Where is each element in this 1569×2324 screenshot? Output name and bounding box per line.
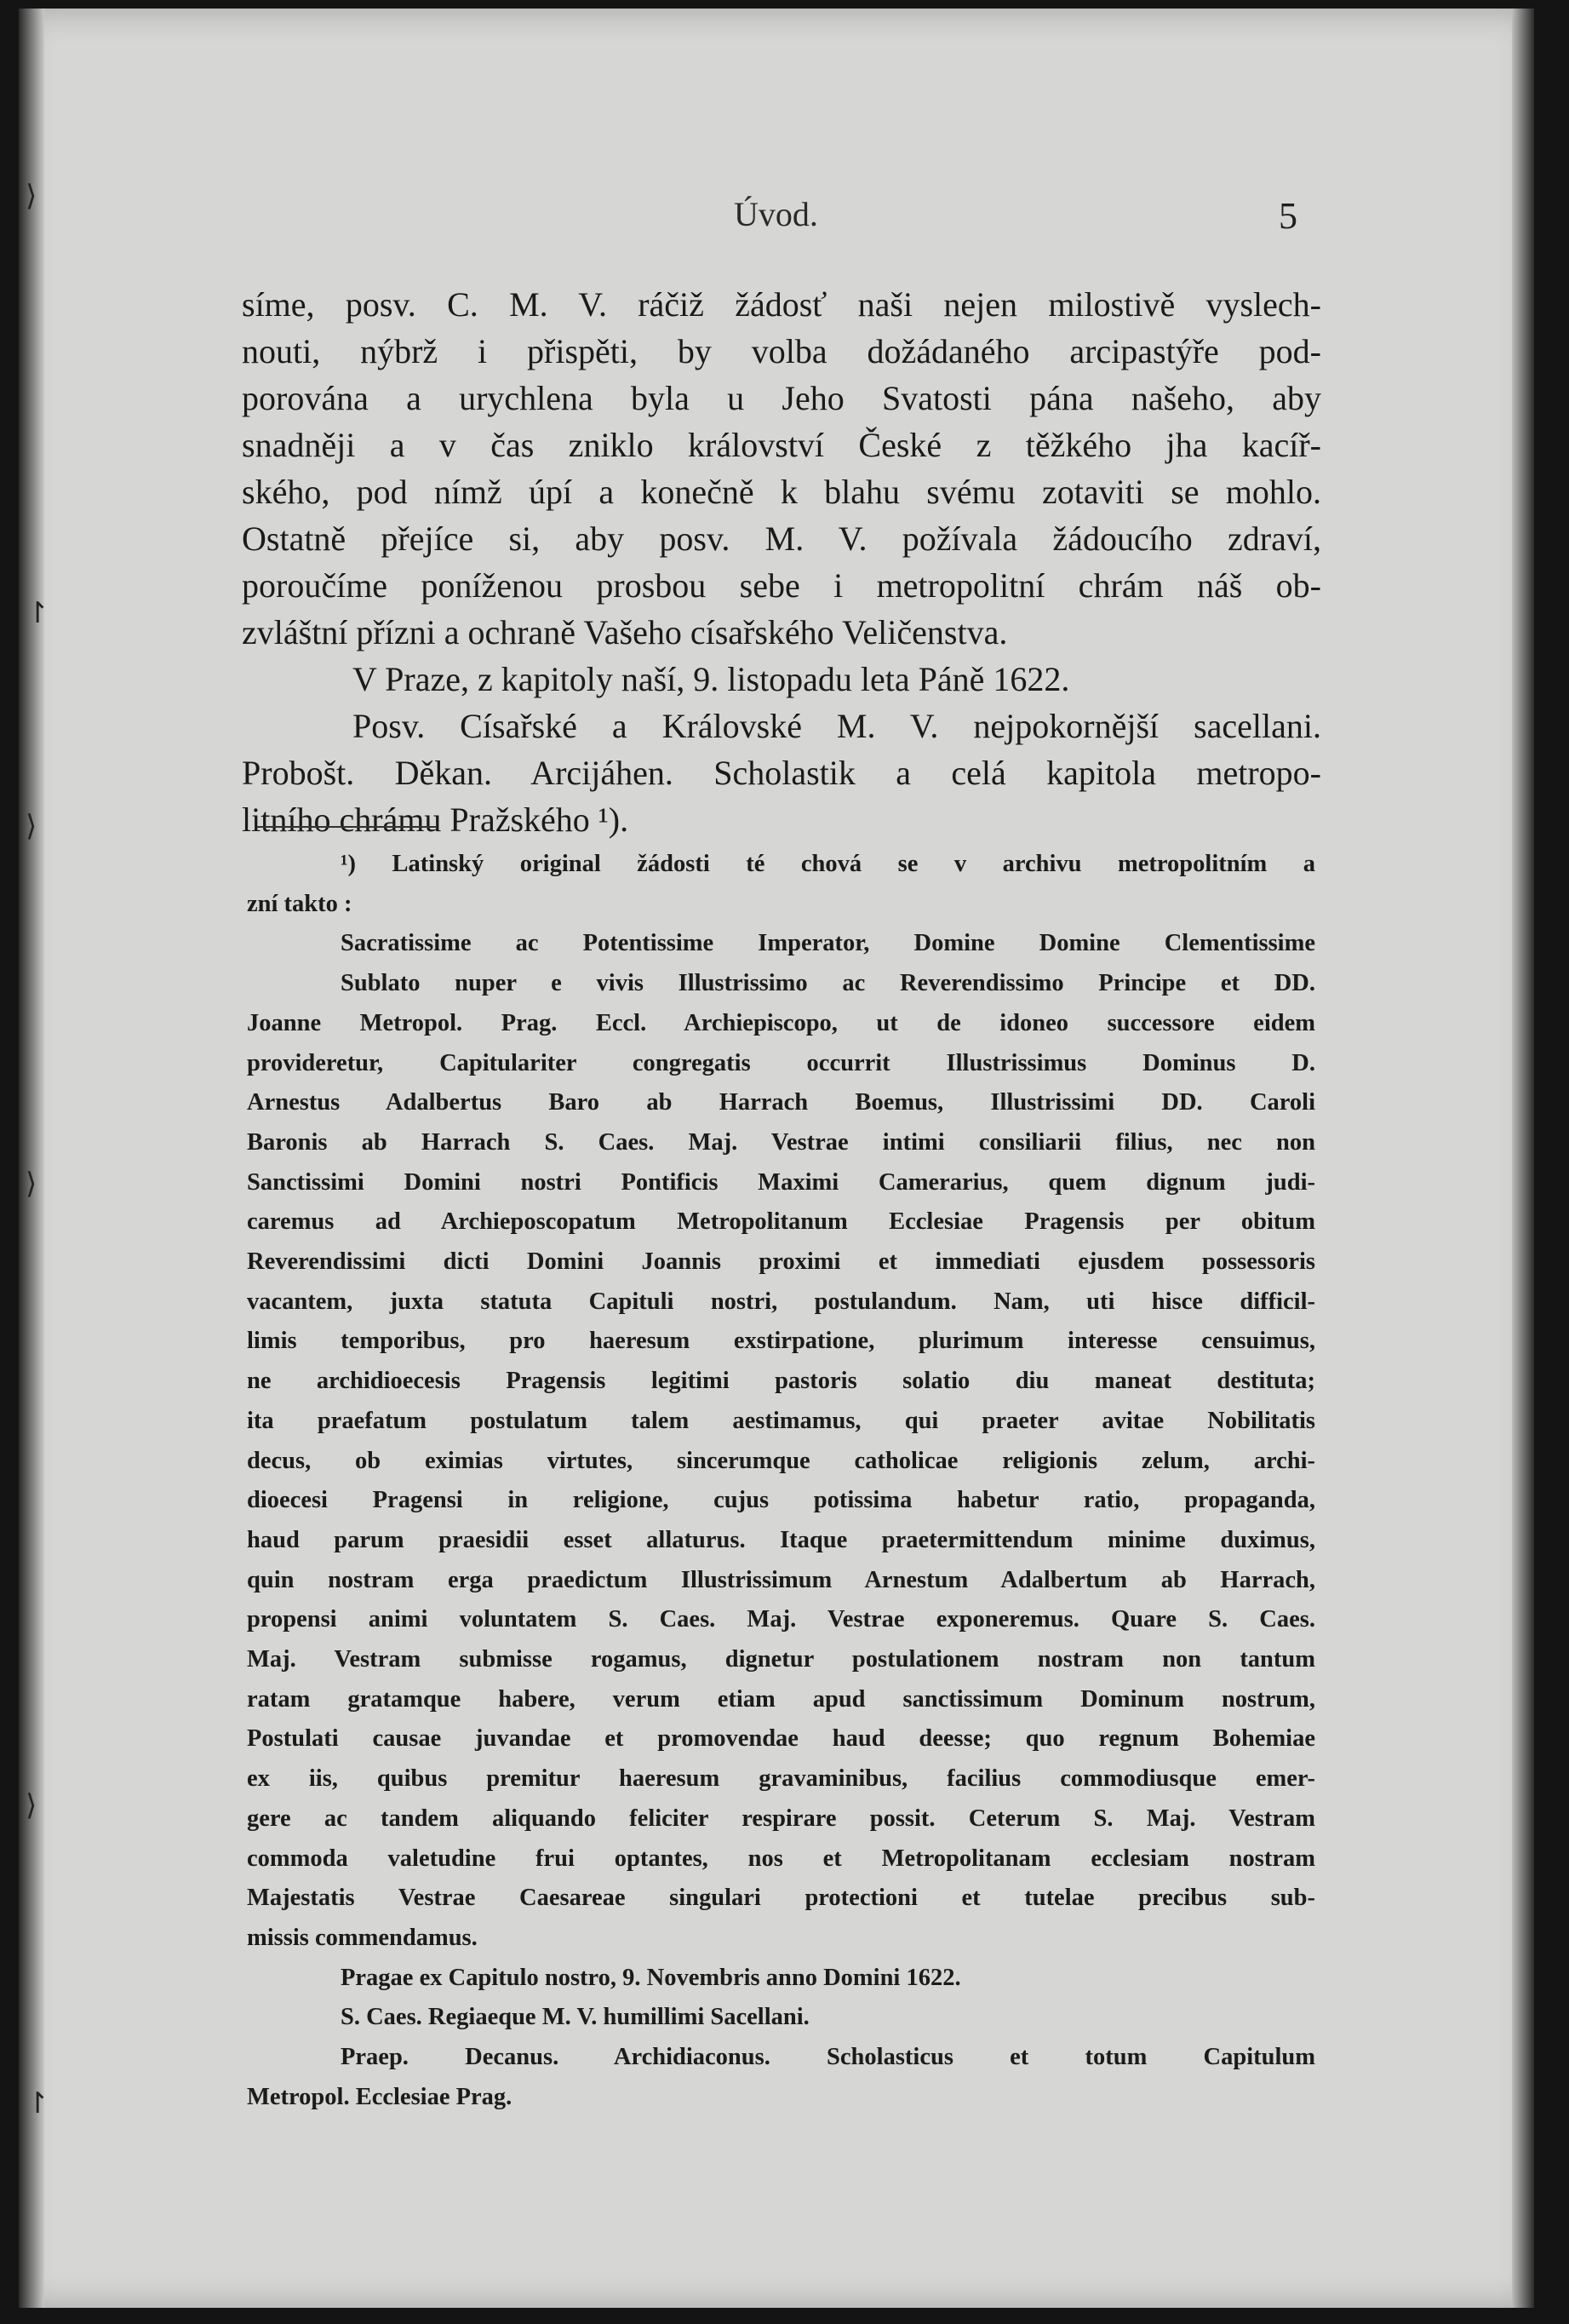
- footnote-line: Metropol. Ecclesiae Prag.: [247, 2083, 513, 2110]
- footnote-line: missis commendamus.: [247, 1924, 478, 1951]
- margin-mark: ⟩: [26, 179, 37, 213]
- margin-mark: ⟩: [26, 809, 37, 843]
- running-header: Úvod.: [734, 195, 818, 233]
- page-number: 5: [1279, 195, 1297, 237]
- footnote-line: vacantem, juxta statuta Capituli nostri, postulandum. Nam, uti hisce difficil-: [247, 1288, 1315, 1315]
- footnote-line: Arnestus Adalbertus Baro ab Harrach Boemus, Illustrissimi DD. Caroli: [247, 1089, 1315, 1116]
- main-text-block: [242, 281, 1321, 843]
- footnote-line: Reverendissimi dicti Domini Joannis proximi et immediati ejusdem possessoris: [247, 1248, 1315, 1276]
- footnote-line: ne archidioecesis Pragensis legitimi pastoris solatio diu maneat destituta;: [247, 1368, 1315, 1395]
- margin-mark: ↾: [26, 2086, 50, 2120]
- footnote-line: provideretur, Capitulariter congregatis occurrit Illustrissimus Dominus D.: [247, 1049, 1315, 1076]
- text-line: porována a urychlena byla u Jeho Svatosti pána našeho, aby: [242, 379, 1321, 417]
- footnote-line: decus, ob eximias virtutes, sincerumque catholicae religionis zelum, archi-: [247, 1447, 1315, 1474]
- footnote-line: quin nostram erga praedictum Illustrissimum Arnestum Adalbertum ab Harrach,: [247, 1566, 1315, 1593]
- footnote-line: Baronis ab Harrach S. Caes. Maj. Vestrae intimi consiliarii filius, nec non: [247, 1128, 1315, 1156]
- page-edge-shadow: [1512, 9, 1534, 2308]
- text-line: Posv. Císařské a Královské M. V. nejpokornější sacellani.: [352, 707, 1321, 745]
- footnote-line: ita praefatum postulatum talem aestimamus, qui praeter avitae Nobilitatis: [247, 1407, 1315, 1434]
- footnote-divider: [257, 826, 436, 828]
- footnote-line: Majestatis Vestrae Caesareae singulari protectioni et tutelae precibus sub-: [247, 1885, 1315, 1912]
- footnote-line: Sanctissimi Domini nostri Pontificis Maximi Camerarius, quem dignum judi-: [247, 1168, 1315, 1196]
- footnote-line: commoda valetudine frui optantes, nos et Metropolitanam ecclesiam nostram: [247, 1845, 1315, 1872]
- footnote-line: Postulati causae juvandae et promovendae haud deesse; quo regnum Bohemiae: [247, 1725, 1315, 1753]
- footnote-line: zní takto :: [247, 890, 352, 917]
- text-line: litního chrámu Pražského ¹).: [242, 800, 629, 839]
- book-page: [19, 9, 1534, 2308]
- footnote-line: caremus ad Archieposcopatum Metropolitanum Ecclesiae Pragensis per obitum: [247, 1208, 1315, 1236]
- footnote-line: haud parum praesidii esset allaturus. Itaque praetermittendum minime duximus,: [247, 1526, 1315, 1553]
- footnote-line: propensi animi voluntatem S. Caes. Maj. Vestrae exponeremus. Quare S. Caes.: [247, 1606, 1315, 1633]
- footnote-line: gere ac tandem aliquando feliciter respirare possit. Ceterum S. Maj. Vestram: [247, 1805, 1315, 1832]
- footnote-line: Joanne Metropol. Prag. Eccl. Archiepiscopo, ut de idoneo successore eidem: [247, 1009, 1315, 1036]
- text-line: zvláštní přízni a ochraně Vašeho císařského Veličenstva.: [242, 613, 1008, 651]
- footnote-line: Maj. Vestram submisse rogamus, dignetur postulationem nostram non tantum: [247, 1646, 1315, 1673]
- footnote-line: limis temporibus, pro haeresum exstirpatione, plurimum interesse censuimus,: [247, 1328, 1315, 1355]
- footnote-line: Praep. Decanus. Archidiaconus. Scholasticus et totum Capitulum: [341, 2044, 1315, 2071]
- footnote-line: S. Caes. Regiaeque M. V. humillimi Sacellani.: [341, 2004, 810, 2031]
- text-line: ského, pod nímž úpí a konečně k blahu svému zotaviti se mohlo.: [242, 473, 1321, 511]
- text-line: nouti, nýbrž i přispěti, by volba dožádaného arcipastýře pod-: [242, 332, 1321, 370]
- margin-mark: ↾: [26, 596, 50, 630]
- text-line: snadněji a v čas zniklo království České z těžkého jha kacíř-: [242, 426, 1321, 464]
- book-spine-shadow: [19, 9, 44, 2308]
- footnote-line: ¹) Latinský original žádosti té chová se v archivu metropolitním a: [341, 851, 1315, 877]
- text-line: Probošt. Děkan. Arcijáhen. Scholastik a celá kapitola metropo-: [242, 754, 1321, 792]
- footnote-line: dioecesi Pragensi in religione, cujus potissima habetur ratio, propaganda,: [247, 1487, 1315, 1514]
- footnote-block: [247, 845, 1315, 2118]
- footnote-line: ex iis, quibus premitur haeresum gravaminibus, facilius commodiusque emer-: [247, 1765, 1315, 1793]
- text-line: V Praze, z kapitoly naší, 9. listopadu leta Páně 1622.: [352, 660, 1070, 698]
- footnote-line: ratam gratamque habere, verum etiam apud sanctissimum Dominum nostrum,: [247, 1685, 1315, 1713]
- text-line: síme, posv. C. M. V. ráčiž žádosť naši nejen milostivě vyslech-: [242, 285, 1321, 324]
- text-line: Ostatně přejíce si, aby posv. M. V. požívala žádoucího zdraví,: [242, 519, 1321, 558]
- margin-mark: ⟩: [26, 1788, 37, 1822]
- footnote-line: Sacratissime ac Potentissime Imperator, Domine Domine Clementissime: [341, 930, 1315, 957]
- margin-mark: ⟩: [26, 1167, 37, 1201]
- text-line: poroučíme poníženou prosbou sebe i metropolitní chrám náš ob-: [242, 566, 1321, 605]
- footnote-line: Sublato nuper e vivis Illustrissimo ac Reverendissimo Principe et DD.: [341, 970, 1315, 997]
- footnote-line: Pragae ex Capitulo nostro, 9. Novembris anno Domini 1622.: [341, 1964, 961, 1991]
